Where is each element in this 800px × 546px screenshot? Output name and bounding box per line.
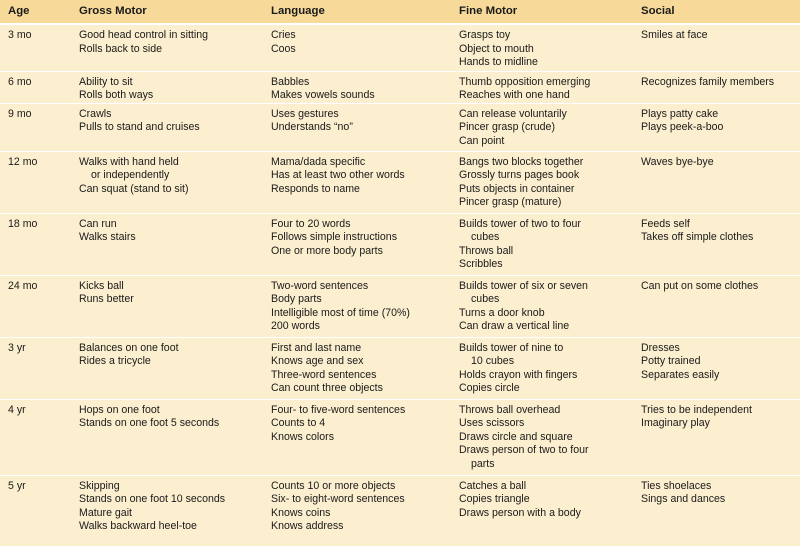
language-item: Intelligible most of time (70%) [271, 306, 410, 319]
gross-motor-item: Skipping [79, 479, 120, 492]
social-item: Tries to be independent [641, 403, 752, 416]
table-row [0, 213, 800, 275]
fine-motor-item: Pincer grasp (crude) [459, 121, 555, 134]
fine-motor-item: Puts objects in container [459, 182, 575, 195]
fine-motor-item: cubes [471, 293, 500, 306]
fine-motor-item: Can draw a vertical line [459, 320, 570, 333]
header-gross-motor: Gross Motor [79, 4, 147, 17]
age-cell: 6 mo [0, 71, 79, 103]
gross-motor-item: Hops on one foot [79, 403, 160, 416]
table-body [0, 24, 800, 537]
social-item: Waves bye-bye [641, 155, 714, 168]
gross-motor-item: Walks with hand held [79, 155, 179, 168]
age-cell: 3 mo [0, 24, 79, 71]
gross-motor-cell [79, 337, 271, 399]
age-cell: 3 yr [0, 337, 79, 399]
social-item: Potty trained [641, 355, 701, 368]
fine-motor-item: Holds crayon with fingers [459, 368, 578, 381]
language-item: Four to 20 words [271, 217, 351, 230]
social-item: Feeds self [641, 217, 690, 230]
language-cell [271, 399, 459, 475]
language-cell [271, 71, 459, 103]
fine-motor-cell [459, 275, 641, 337]
fine-motor-cell [459, 475, 641, 537]
fine-motor-item: Copies circle [459, 382, 520, 395]
language-item: Counts to 4 [271, 417, 326, 430]
social-cell [641, 151, 800, 213]
gross-motor-item: Good head control in sitting [79, 29, 208, 41]
fine-motor-item: Builds tower of nine to [459, 341, 564, 354]
fine-motor-item: Reaches with one hand [459, 89, 570, 102]
fine-motor-item: Bangs two blocks together [459, 155, 584, 168]
fine-motor-item: parts [471, 458, 495, 471]
social-cell [641, 71, 800, 103]
fine-motor-item: Draws person with a body [459, 506, 581, 519]
table-row [0, 71, 800, 103]
social-item: Plays patty cake [641, 107, 719, 120]
fine-motor-item: Uses scissors [459, 417, 525, 430]
language-cell [271, 337, 459, 399]
fine-motor-item: cubes [471, 231, 500, 244]
fine-motor-cell [459, 24, 641, 71]
fine-motor-item: Pincer grasp (mature) [459, 196, 562, 209]
language-cell [271, 475, 459, 537]
language-item: Uses gestures [271, 107, 339, 120]
social-cell [641, 275, 800, 337]
language-item: Coos [271, 42, 296, 55]
social-item: Can put on some clothes [641, 279, 759, 292]
social-item: Dresses [641, 341, 680, 354]
gross-motor-item: Walks backward heel-toe [79, 520, 197, 533]
gross-motor-item: Rolls back to side [79, 42, 163, 55]
language-item: 200 words [271, 320, 320, 333]
social-cell [641, 103, 800, 151]
age-cell: 4 yr [0, 399, 79, 475]
fine-motor-item: Builds tower of two to four [459, 217, 581, 230]
language-item: Three-word sentences [271, 368, 377, 381]
table-row [0, 24, 800, 71]
header-language: Language [271, 4, 325, 17]
language-item: Cries [271, 29, 296, 41]
header-row [0, 0, 800, 24]
header-social: Social [641, 4, 675, 17]
language-item: Knows coins [271, 506, 331, 519]
fine-motor-item: Grasps toy [459, 29, 511, 41]
age-cell: 18 mo [0, 213, 79, 275]
gross-motor-item: Stands on one foot 10 seconds [79, 493, 226, 506]
social-item: Smiles at face [641, 29, 708, 41]
fine-motor-cell [459, 337, 641, 399]
fine-motor-item: Turns a door knob [459, 306, 545, 319]
language-item: One or more body parts [271, 244, 383, 257]
language-item: Responds to name [271, 182, 360, 195]
gross-motor-item: Rolls both ways [79, 89, 154, 102]
gross-motor-item: Can run [79, 217, 117, 230]
social-item: Plays peek-a-boo [641, 121, 724, 134]
gross-motor-item: Kicks ball [79, 279, 124, 292]
fine-motor-item: Draws person of two to four [459, 444, 589, 457]
fine-motor-item: Copies triangle [459, 493, 530, 506]
gross-motor-cell [79, 213, 271, 275]
gross-motor-item: Stands on one foot 5 seconds [79, 417, 220, 430]
fine-motor-item: Can point [459, 134, 505, 147]
header-fine-motor: Fine Motor [459, 4, 518, 17]
fine-motor-item: Builds tower of six or seven [459, 279, 588, 292]
language-item: First and last name [271, 341, 362, 354]
language-cell [271, 275, 459, 337]
language-item: Counts 10 or more objects [271, 479, 396, 492]
social-item: Sings and dances [641, 493, 726, 506]
fine-motor-item: Draws circle and square [459, 430, 573, 443]
fine-motor-item: Hands to midline [459, 56, 538, 69]
gross-motor-item: Pulls to stand and cruises [79, 121, 200, 134]
gross-motor-item: Ability to sit [79, 75, 133, 88]
language-item: Follows simple instructions [271, 231, 397, 244]
language-item: Understands “no” [271, 121, 353, 134]
gross-motor-cell [79, 71, 271, 103]
social-cell [641, 399, 800, 475]
fine-motor-item: Can release voluntarily [459, 107, 567, 120]
fine-motor-cell [459, 71, 641, 103]
language-cell [271, 24, 459, 71]
language-item: Babbles [271, 75, 310, 88]
social-item: Recognizes family members [641, 75, 775, 88]
gross-motor-item: Walks stairs [79, 231, 136, 244]
fine-motor-cell [459, 399, 641, 475]
table-row [0, 337, 800, 399]
gross-motor-item: Balances on one foot [79, 341, 179, 354]
language-item: Knows age and sex [271, 355, 364, 368]
language-item: Four- to five-word sentences [271, 403, 406, 416]
social-cell [641, 475, 800, 537]
language-cell [271, 213, 459, 275]
gross-motor-cell [79, 399, 271, 475]
fine-motor-item: Thumb opposition emerging [459, 75, 591, 88]
gross-motor-cell [79, 151, 271, 213]
language-item: Knows address [271, 520, 344, 533]
language-item: Mama/dada specific [271, 155, 366, 168]
language-item: Has at least two other words [271, 169, 405, 182]
age-cell: 24 mo [0, 275, 79, 337]
table-row [0, 103, 800, 151]
social-cell [641, 337, 800, 399]
gross-motor-item: Runs better [79, 293, 134, 306]
fine-motor-cell [459, 103, 641, 151]
language-cell [271, 151, 459, 213]
social-item: Takes off simple clothes [641, 231, 754, 244]
language-item: Two-word sentences [271, 279, 369, 292]
social-item: Ties shoelaces [641, 479, 712, 492]
gross-motor-cell [79, 24, 271, 71]
fine-motor-item: Grossly turns pages book [459, 169, 580, 182]
fine-motor-item: Throws ball [459, 244, 514, 257]
gross-motor-cell [79, 275, 271, 337]
fine-motor-item: Scribbles [459, 258, 503, 271]
fine-motor-cell [459, 151, 641, 213]
age-cell: 9 mo [0, 103, 79, 151]
gross-motor-cell [79, 475, 271, 537]
gross-motor-item: Rides a tricycle [79, 355, 151, 368]
age-cell: 12 mo [0, 151, 79, 213]
fine-motor-item: Catches a ball [459, 479, 527, 492]
gross-motor-item: Mature gait [79, 506, 132, 519]
gross-motor-cell [79, 103, 271, 151]
age-cell: 5 yr [0, 475, 79, 537]
table-row [0, 475, 800, 537]
fine-motor-cell [459, 213, 641, 275]
language-item: Body parts [271, 293, 322, 306]
table-row [0, 399, 800, 475]
fine-motor-item: 10 cubes [471, 355, 514, 368]
social-item: Imaginary play [641, 417, 710, 430]
language-cell [271, 103, 459, 151]
gross-motor-item: or independently [91, 169, 170, 182]
table-row [0, 275, 800, 337]
table-row [0, 151, 800, 213]
social-cell [641, 24, 800, 71]
social-cell [641, 213, 800, 275]
language-item: Makes vowels sounds [271, 89, 375, 102]
language-item: Knows colors [271, 430, 334, 443]
header-age: Age [8, 4, 30, 17]
gross-motor-item: Can squat (stand to sit) [79, 182, 189, 195]
social-item: Separates easily [641, 368, 720, 381]
fine-motor-item: Object to mouth [459, 42, 534, 55]
language-item: Six- to eight-word sentences [271, 493, 405, 506]
gross-motor-item: Crawls [79, 107, 112, 120]
fine-motor-item: Throws ball overhead [459, 403, 561, 416]
language-item: Can count three objects [271, 382, 383, 395]
